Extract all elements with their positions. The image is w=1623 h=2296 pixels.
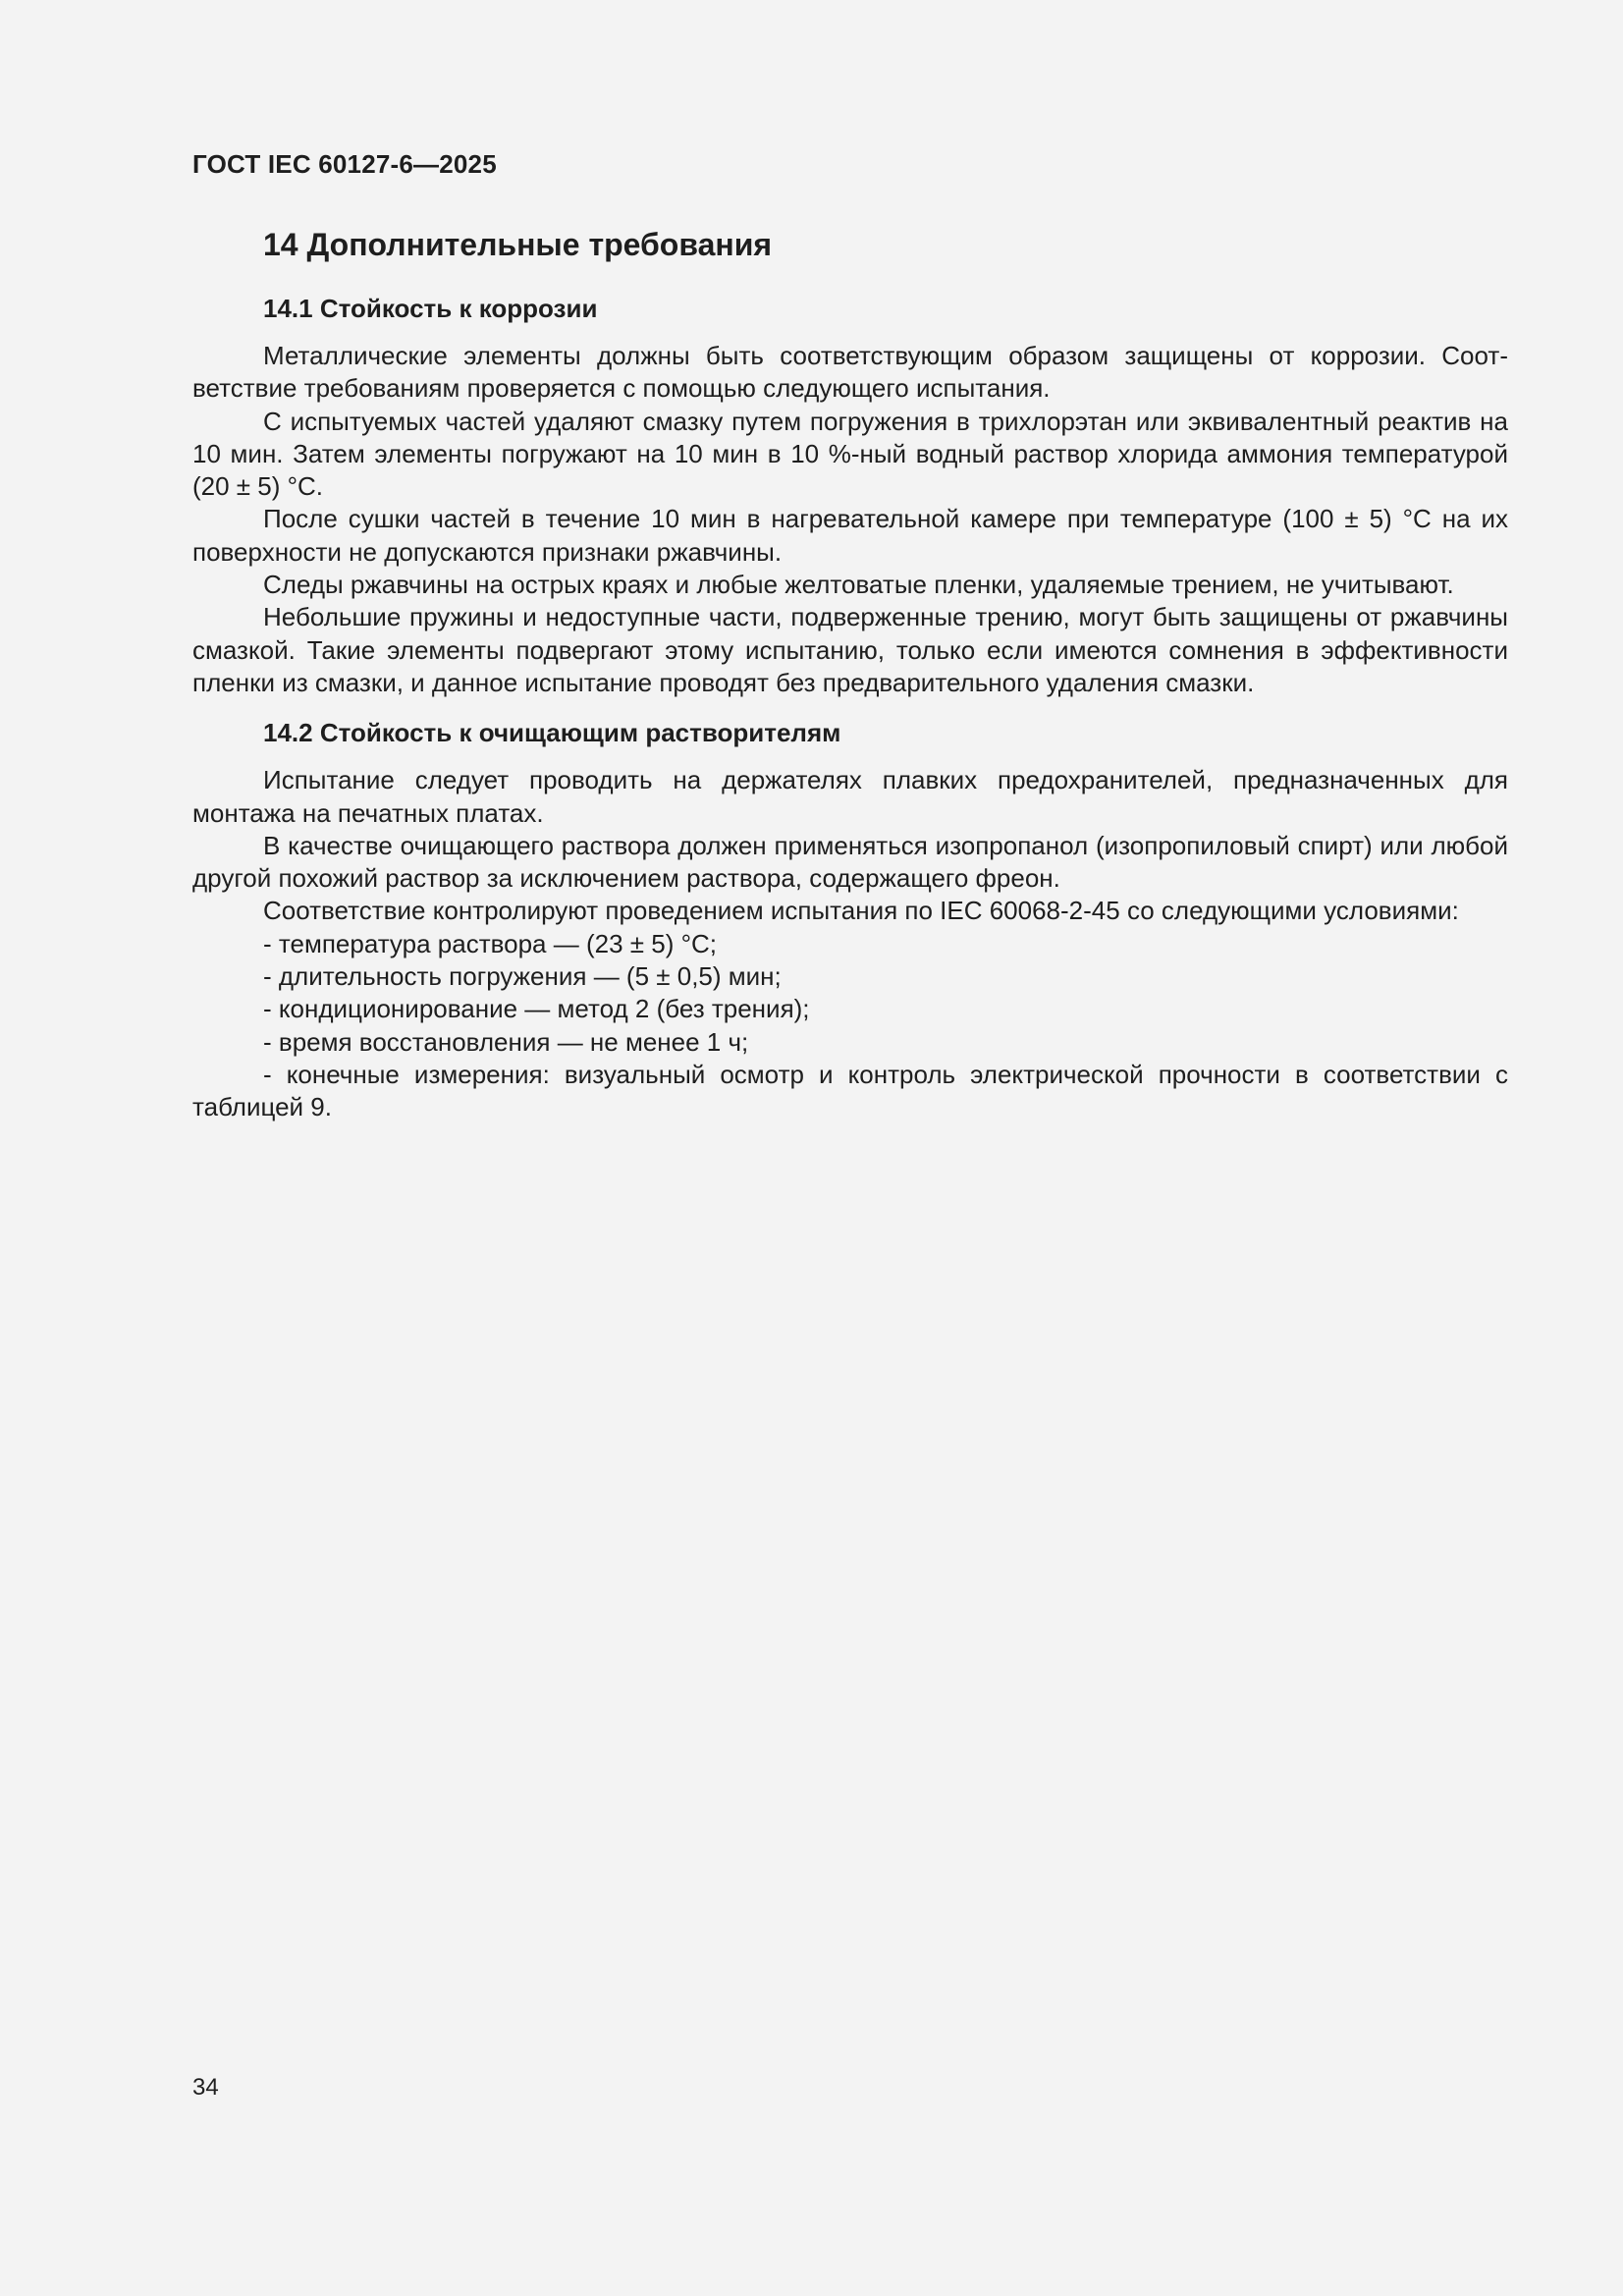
document-code-header: ГОСТ IEC 60127-6—2025: [192, 149, 497, 179]
test-conditions-list: [192, 928, 1508, 1124]
paragraph: В качестве очищающего раствора должен применяться изопропанол (изопропиловый спирт) или любой другой похожий раствор за исключением раствора, содержащего фреон.: [192, 830, 1508, 894]
paragraph: Небольшие пружины и недоступные части, подверженные трению, могут быть защищены от ржавчины смазкой. Такие элементы подвергают этому испытанию, только если имеются сомнения в эффективности пленки из смазки, и данное испытание проводят без предварительного удаления смазки.: [192, 602, 1508, 697]
paragraph: Следы ржавчины на острых краях и любые желтоватые пленки, удаляемые трением, не учитывают.: [263, 570, 1454, 600]
paragraph: С испытуемых частей удаляют смазку путем погружения в трихлорэтан или эквивалентный реактив на 10 мин. Затем элементы погружают на 10 мин в 10 %-ный водный раствор хлорида аммония температурой (20 ± 5) °С.: [192, 406, 1508, 502]
list-item: - конечные измерения: визуальный осмотр и контроль электрической прочности в соответствии с таблицей 9.: [192, 1059, 1508, 1122]
list-item: - время восстановления — не менее 1 ч;: [263, 1026, 749, 1057]
list-item: - длительность погружения — (5 ± 0,5) мин;: [263, 961, 782, 992]
list-item: - температура раствора — (23 ± 5) °С;: [263, 928, 717, 958]
paragraph: Соответствие контролируют проведением испытания по IEC 60068-2-45 со следующими условиями:: [263, 896, 1459, 926]
list-item: - кондиционирование — метод 2 (без трения);: [263, 994, 810, 1024]
paragraph: Испытание следует проводить на держателях плавких предохранителей, предназначенных для монтажа на печатных платах.: [192, 765, 1508, 828]
paragraph: После сушки частей в течение 10 мин в нагревательной камере при температуре (100 ± 5) °С на их поверхности не допускаются признаки ржавчины.: [192, 504, 1508, 567]
paragraph: Металлические элементы должны быть соответствующим образом защищены от коррозии. Соответствие требованиям проверяется с помощью следующего испытания.: [192, 341, 1508, 404]
page-number: 34: [192, 2074, 219, 2101]
page-content: [192, 222, 1508, 1124]
subsection-title-14-1: 14.1 Стойкость к коррозии: [263, 294, 598, 323]
section-title: 14 Дополнительные требования: [263, 227, 773, 262]
subsection-title-14-2: 14.2 Стойкость к очищающим растворителям: [263, 718, 841, 748]
